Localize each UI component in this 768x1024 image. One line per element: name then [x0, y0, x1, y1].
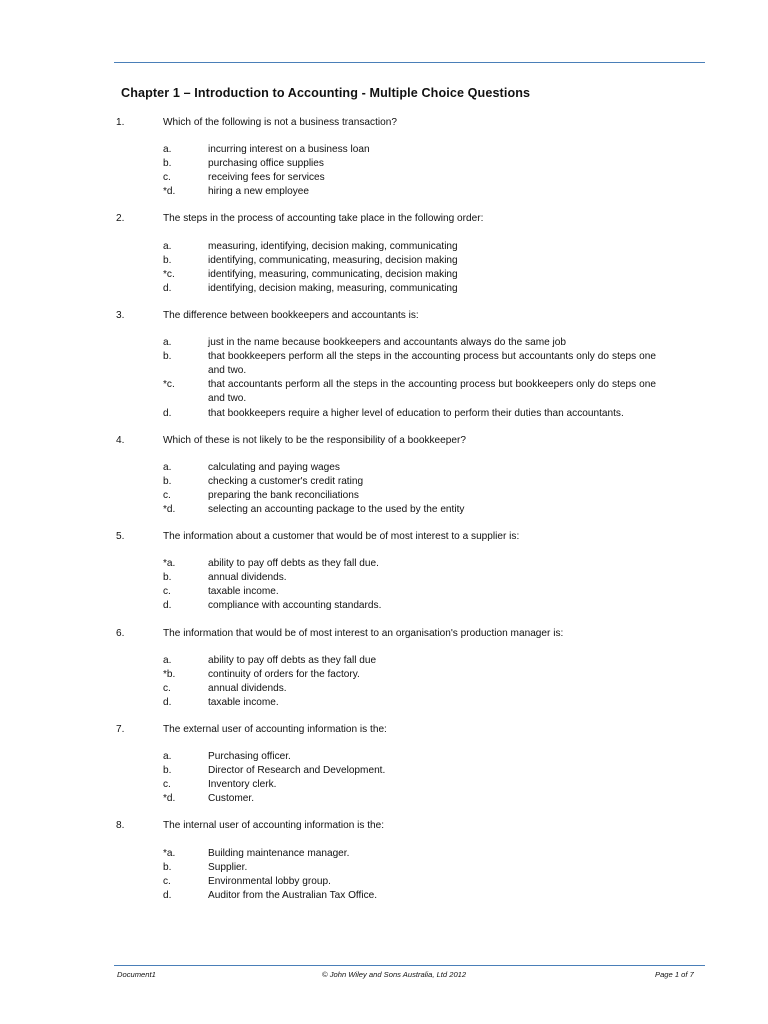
- option-letter: d.: [163, 889, 172, 901]
- answer-option: [116, 571, 656, 585]
- option-text: annual dividends.: [208, 682, 287, 694]
- option-text: Auditor from the Australian Tax Office.: [208, 889, 378, 901]
- footer-document-name: Document1: [117, 970, 156, 979]
- question-stem: The difference between bookkeepers and accountants is:: [163, 309, 419, 321]
- option-text: that bookkeepers perform all the steps in the accounting process but accountants only do steps one and two.: [208, 351, 656, 377]
- answer-option: [116, 778, 656, 792]
- question-stem: The information that would be of most interest to an organisation's production manager is:: [163, 627, 564, 639]
- answer-option: [116, 696, 656, 710]
- question-item: [116, 309, 656, 421]
- option-letter: d.: [163, 600, 172, 612]
- option-text: preparing the bank reconciliations: [208, 489, 359, 501]
- option-text: ability to pay off debts as they fall due: [208, 654, 377, 666]
- option-text: identifying, communicating, measuring, decision making: [208, 254, 458, 266]
- answer-option: [116, 682, 656, 696]
- option-letter: c.: [163, 779, 171, 791]
- question-item: [116, 819, 656, 902]
- question-stem: Which of the following is not a business transaction?: [163, 117, 397, 128]
- footer-rule: [114, 965, 705, 966]
- answer-option: [116, 336, 656, 350]
- answer-option: [116, 889, 656, 903]
- answer-option: [116, 268, 656, 282]
- question-number: 6.: [116, 627, 125, 639]
- answer-option: [116, 185, 656, 199]
- option-letter: c.: [163, 682, 171, 694]
- option-text: continuity of orders for the factory.: [208, 668, 360, 680]
- option-letter: b.: [163, 158, 172, 170]
- header-rule: [114, 62, 705, 63]
- option-letter: b.: [163, 861, 172, 873]
- answer-option: [116, 861, 656, 875]
- option-letter: d.: [163, 696, 172, 708]
- question-list: [116, 116, 656, 916]
- option-letter: c.: [163, 489, 171, 501]
- option-letter: a.: [163, 751, 172, 763]
- answer-option: [116, 750, 656, 764]
- option-text: Director of Research and Development.: [208, 765, 386, 777]
- option-text: measuring, identifying, decision making, communicating: [208, 240, 458, 252]
- answer-option: [116, 254, 656, 268]
- question-stem: Which of these is not likely to be the responsibility of a bookkeeper?: [163, 434, 466, 446]
- option-text: taxable income.: [208, 586, 279, 598]
- question-number: 3.: [116, 309, 125, 321]
- question-number: 8.: [116, 820, 125, 832]
- option-letter: a.: [163, 144, 172, 156]
- answer-option: [116, 461, 656, 475]
- question-stem: The internal user of accounting information is the:: [163, 820, 385, 832]
- option-text: Environmental lobby group.: [208, 875, 331, 887]
- option-text: receiving fees for services: [208, 172, 325, 184]
- answer-option: [116, 143, 656, 157]
- answer-option: [116, 847, 656, 861]
- question-item: [116, 627, 656, 710]
- option-letter: b.: [163, 475, 172, 487]
- option-text: hiring a new employee: [208, 186, 309, 198]
- option-text: checking a customer's credit rating: [208, 475, 364, 487]
- answer-option: [116, 407, 656, 421]
- question-item: [116, 530, 656, 613]
- option-letter: *a.: [163, 847, 176, 859]
- question-number: 5.: [116, 531, 125, 543]
- option-text: purchasing office supplies: [208, 158, 324, 170]
- question-number: 7.: [116, 724, 125, 735]
- answer-option: [116, 378, 656, 406]
- answer-option: [116, 599, 656, 613]
- question-item: [116, 723, 656, 806]
- option-letter: *d.: [163, 503, 176, 515]
- answer-option: [116, 764, 656, 778]
- answer-option: [116, 489, 656, 503]
- option-text: taxable income.: [208, 696, 279, 708]
- option-text: that accountants perform all the steps in the accounting process but bookkeepers only do steps one and two.: [208, 379, 656, 405]
- option-letter: d.: [163, 407, 172, 419]
- answer-option: [116, 171, 656, 185]
- question-number: 2.: [116, 213, 125, 225]
- option-letter: a.: [163, 240, 172, 252]
- option-text: selecting an accounting package to the used by the entity: [208, 503, 465, 515]
- answer-option: [116, 668, 656, 682]
- option-text: Building maintenance manager.: [208, 847, 350, 859]
- footer-page-number: Page 1 of 7: [655, 970, 694, 979]
- option-text: ability to pay off debts as they fall due.: [208, 558, 379, 570]
- answer-option: [116, 282, 656, 296]
- option-text: annual dividends.: [208, 572, 287, 584]
- option-text: that bookkeepers require a higher level of education to perform their duties than accountants.: [208, 407, 624, 419]
- option-letter: c.: [163, 586, 171, 598]
- option-letter: b.: [163, 254, 172, 266]
- option-text: Purchasing officer.: [208, 751, 291, 763]
- answer-option: [116, 240, 656, 254]
- answer-option: [116, 350, 656, 378]
- answer-option: [116, 585, 656, 599]
- option-letter: *a.: [163, 558, 176, 570]
- answer-option: [116, 875, 656, 889]
- option-letter: b.: [163, 765, 172, 777]
- question-stem: The external user of accounting information is the:: [163, 724, 387, 735]
- option-text: compliance with accounting standards.: [208, 600, 382, 612]
- option-letter: c.: [163, 875, 171, 887]
- option-letter: *c.: [163, 379, 175, 391]
- option-text: just in the name because bookkeepers and accountants always do the same job: [208, 337, 566, 349]
- option-text: Inventory clerk.: [208, 779, 277, 791]
- footer-copyright: © John Wiley and Sons Australia, Ltd 2012: [322, 970, 467, 979]
- answer-option: [116, 157, 656, 171]
- question-item: [116, 212, 656, 295]
- option-letter: d.: [163, 282, 172, 294]
- answer-option: [116, 792, 656, 806]
- question-number: 1.: [116, 117, 125, 128]
- option-text: identifying, decision making, measuring, communicating: [208, 282, 458, 294]
- answer-option: [116, 557, 656, 571]
- question-item: [116, 116, 656, 199]
- option-text: Supplier.: [208, 861, 248, 873]
- option-text: calculating and paying wages: [208, 461, 340, 473]
- option-letter: *c.: [163, 268, 175, 280]
- question-item: [116, 434, 656, 517]
- option-letter: c.: [163, 172, 171, 184]
- option-letter: b.: [163, 351, 172, 363]
- option-text: identifying, measuring, communicating, decision making: [208, 268, 458, 280]
- option-letter: *b.: [163, 668, 176, 680]
- answer-option: [116, 503, 656, 517]
- option-letter: *d.: [163, 793, 176, 805]
- question-number: 4.: [116, 434, 125, 446]
- option-letter: *d.: [163, 186, 176, 198]
- question-stem: The steps in the process of accounting take place in the following order:: [163, 213, 484, 225]
- option-letter: a.: [163, 654, 172, 666]
- option-letter: b.: [163, 572, 172, 584]
- answer-option: [116, 475, 656, 489]
- page-title: Chapter 1 – Introduction to Accounting - Multiple Choice Questions: [121, 86, 531, 100]
- option-text: incurring interest on a business loan: [208, 144, 370, 156]
- answer-option: [116, 654, 656, 668]
- option-text: Customer.: [208, 793, 254, 805]
- option-letter: a.: [163, 337, 172, 349]
- question-stem: The information about a customer that would be of most interest to a supplier is:: [163, 531, 520, 543]
- option-letter: a.: [163, 461, 172, 473]
